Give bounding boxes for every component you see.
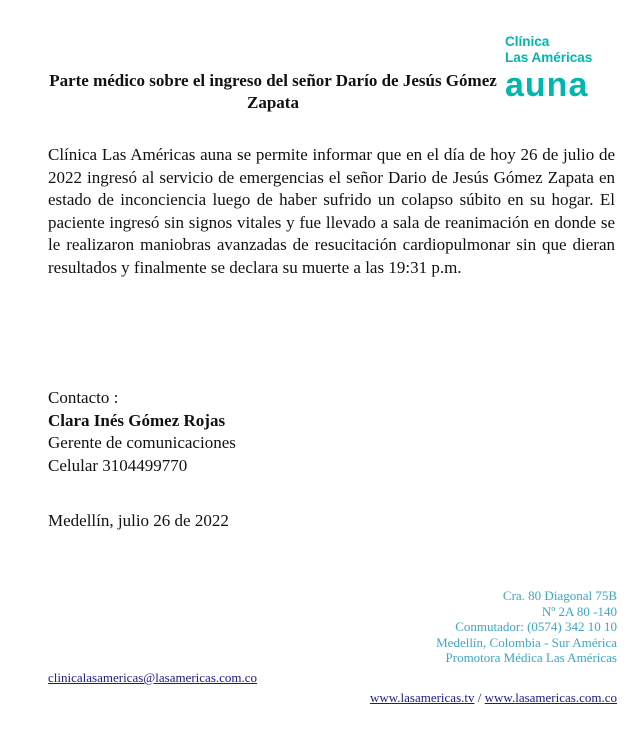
- address-street: Cra. 80 Diagonal 75B: [502, 588, 617, 603]
- address-block: [436, 588, 617, 666]
- email-link[interactable]: clinicalasamericas@lasamericas.com.co: [48, 670, 258, 685]
- logo-line-clinica: Clínica: [505, 34, 550, 49]
- logo-brand-auna: auna: [505, 66, 589, 104]
- contact-block: [48, 387, 236, 477]
- document-date: Medellín, julio 26 de 2022: [48, 511, 229, 530]
- address-switchboard: Conmutador: (0574) 342 10 10: [455, 619, 617, 634]
- contact-name: Clara Inés Gómez Rojas: [48, 410, 226, 430]
- contact-phone: Celular 3104499770: [48, 455, 188, 475]
- address-city: Medellín, Colombia - Sur América: [436, 634, 617, 650]
- contact-label: Contacto :: [48, 388, 119, 407]
- document-title: Parte médico sobre el ingreso del señor Darío de Jesús Gómez Zapata: [49, 71, 497, 112]
- statement-paragraph: Clínica Las Américas auna se permite informar que en el día de hoy 26 de julio de 2022 ingresó al servicio de emergencias el señor Dario de Jesús Gómez Zapata en estado de inconciencia luego de haber sufrido un colapso súbito en su hogar. El paciente ingresó sin signos vitales y fue llevado a sala de reanimación en donde se le realizaron maniobras avanzadas de resucitación cardiopulmonar sin que dieran resultados y finalmente se declara su muerte a las 19:31 p.m.: [48, 145, 615, 277]
- website-link-com-co[interactable]: www.lasamericas.com.co: [484, 690, 617, 705]
- contact-role: Gerente de comunicaciones: [48, 433, 236, 452]
- logo-line-las-americas: Las Américas: [505, 50, 593, 65]
- web-links: [370, 690, 617, 706]
- clinic-logo: [505, 34, 623, 102]
- address-number: Nº 2A 80 -140: [541, 603, 617, 619]
- address-company: Promotora Médica Las Américas: [445, 650, 617, 665]
- link-separator: /: [474, 690, 485, 705]
- website-link-tv[interactable]: www.lasamericas.tv: [369, 690, 475, 705]
